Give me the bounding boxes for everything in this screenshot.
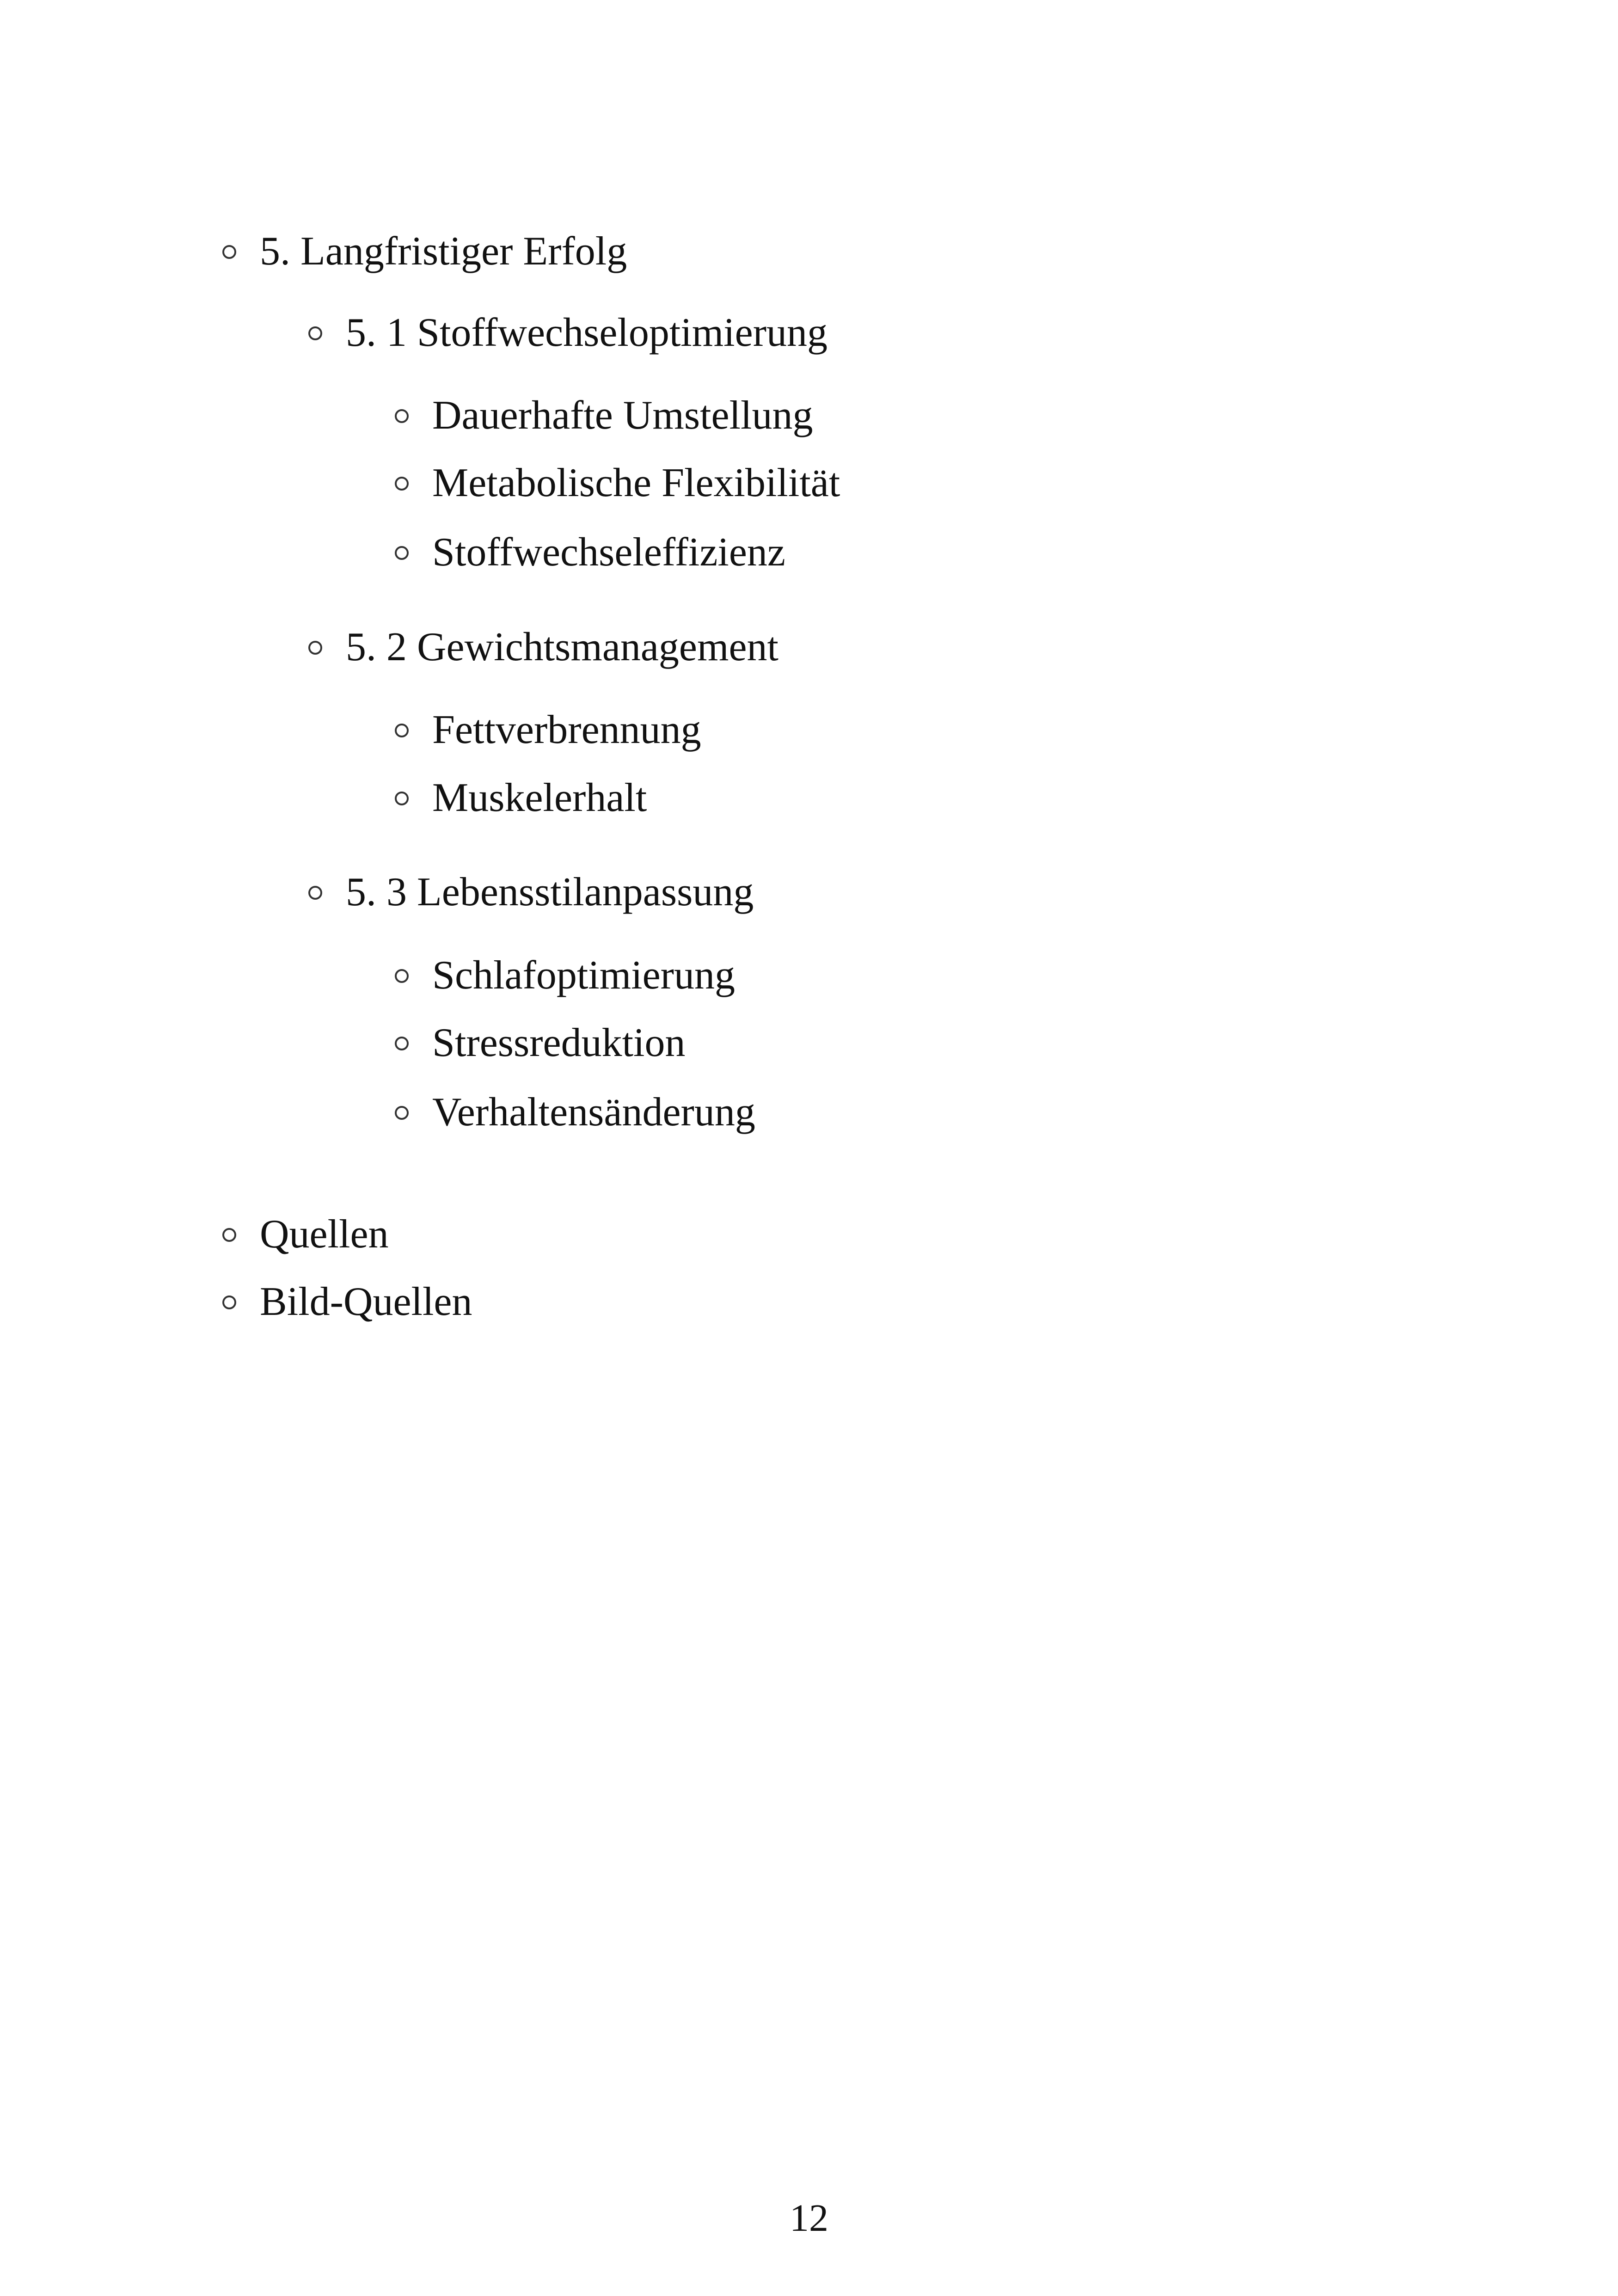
outline-item-section-5-3 bbox=[346, 872, 754, 913]
circle-bullet-icon bbox=[395, 477, 409, 491]
outline-item-stoffwechseleffizienz bbox=[432, 532, 785, 573]
outline-item-label: 5. 2 Gewichtsmanagement bbox=[346, 625, 778, 669]
outline-item-label: Verhaltensänderung bbox=[432, 1090, 755, 1135]
outline-item-section-5-1 bbox=[346, 310, 827, 355]
circle-bullet-icon bbox=[222, 1295, 236, 1309]
circle-bullet-icon bbox=[395, 546, 409, 560]
outline-item-label: 5. Langfristiger Erfolg bbox=[260, 229, 627, 274]
outline-item-section-5-2 bbox=[346, 627, 778, 668]
outline-item-label: Schlafoptimierung bbox=[432, 953, 735, 998]
circle-bullet-icon bbox=[395, 969, 409, 983]
outline-item-verhaltensaenderung bbox=[432, 1092, 755, 1133]
outline-item-label: Bild-Quellen bbox=[260, 1279, 472, 1324]
outline-item-label: Muskelerhalt bbox=[432, 775, 647, 820]
outline-item-fettverbrennung bbox=[432, 707, 701, 752]
circle-bullet-icon bbox=[395, 409, 409, 423]
outline-item-label: Dauerhafte Umstellung bbox=[432, 393, 813, 438]
outline-item-bild-quellen bbox=[260, 1279, 472, 1324]
circle-bullet-icon bbox=[395, 1037, 409, 1050]
circle-bullet-icon bbox=[308, 641, 322, 655]
circle-bullet-icon bbox=[308, 326, 322, 340]
circle-bullet-icon bbox=[222, 1228, 236, 1242]
outline-item-label: Metabolische Flexibilität bbox=[432, 460, 840, 505]
circle-bullet-icon bbox=[395, 792, 409, 805]
outline-item-label: 5. 1 Stoffwechseloptimierung bbox=[346, 310, 827, 355]
outline-item-quellen bbox=[260, 1214, 389, 1255]
outline-item-dauerhafte-umstellung bbox=[432, 395, 813, 436]
outline-item-metabolische-flexibilitaet bbox=[432, 460, 840, 505]
outline-item-section-5 bbox=[260, 231, 627, 272]
circle-bullet-icon bbox=[395, 1106, 409, 1120]
circle-bullet-icon bbox=[395, 724, 409, 737]
outline-item-label: 5. 3 Lebensstilanpassung bbox=[346, 870, 754, 915]
outline-item-stressreduktion bbox=[432, 1020, 686, 1065]
outline-item-label: Stressreduktion bbox=[432, 1020, 686, 1065]
outline-item-label: Stoffwechseleffizienz bbox=[432, 530, 785, 575]
outline-item-label: Quellen bbox=[260, 1212, 389, 1257]
circle-bullet-icon bbox=[308, 886, 322, 900]
circle-bullet-icon bbox=[222, 245, 236, 259]
outline-item-schlafoptimierung bbox=[432, 955, 735, 996]
outline-item-label: Fettverbrennung bbox=[432, 707, 701, 752]
page-number: 12 bbox=[790, 2197, 828, 2240]
outline-item-muskelerhalt bbox=[432, 775, 647, 820]
